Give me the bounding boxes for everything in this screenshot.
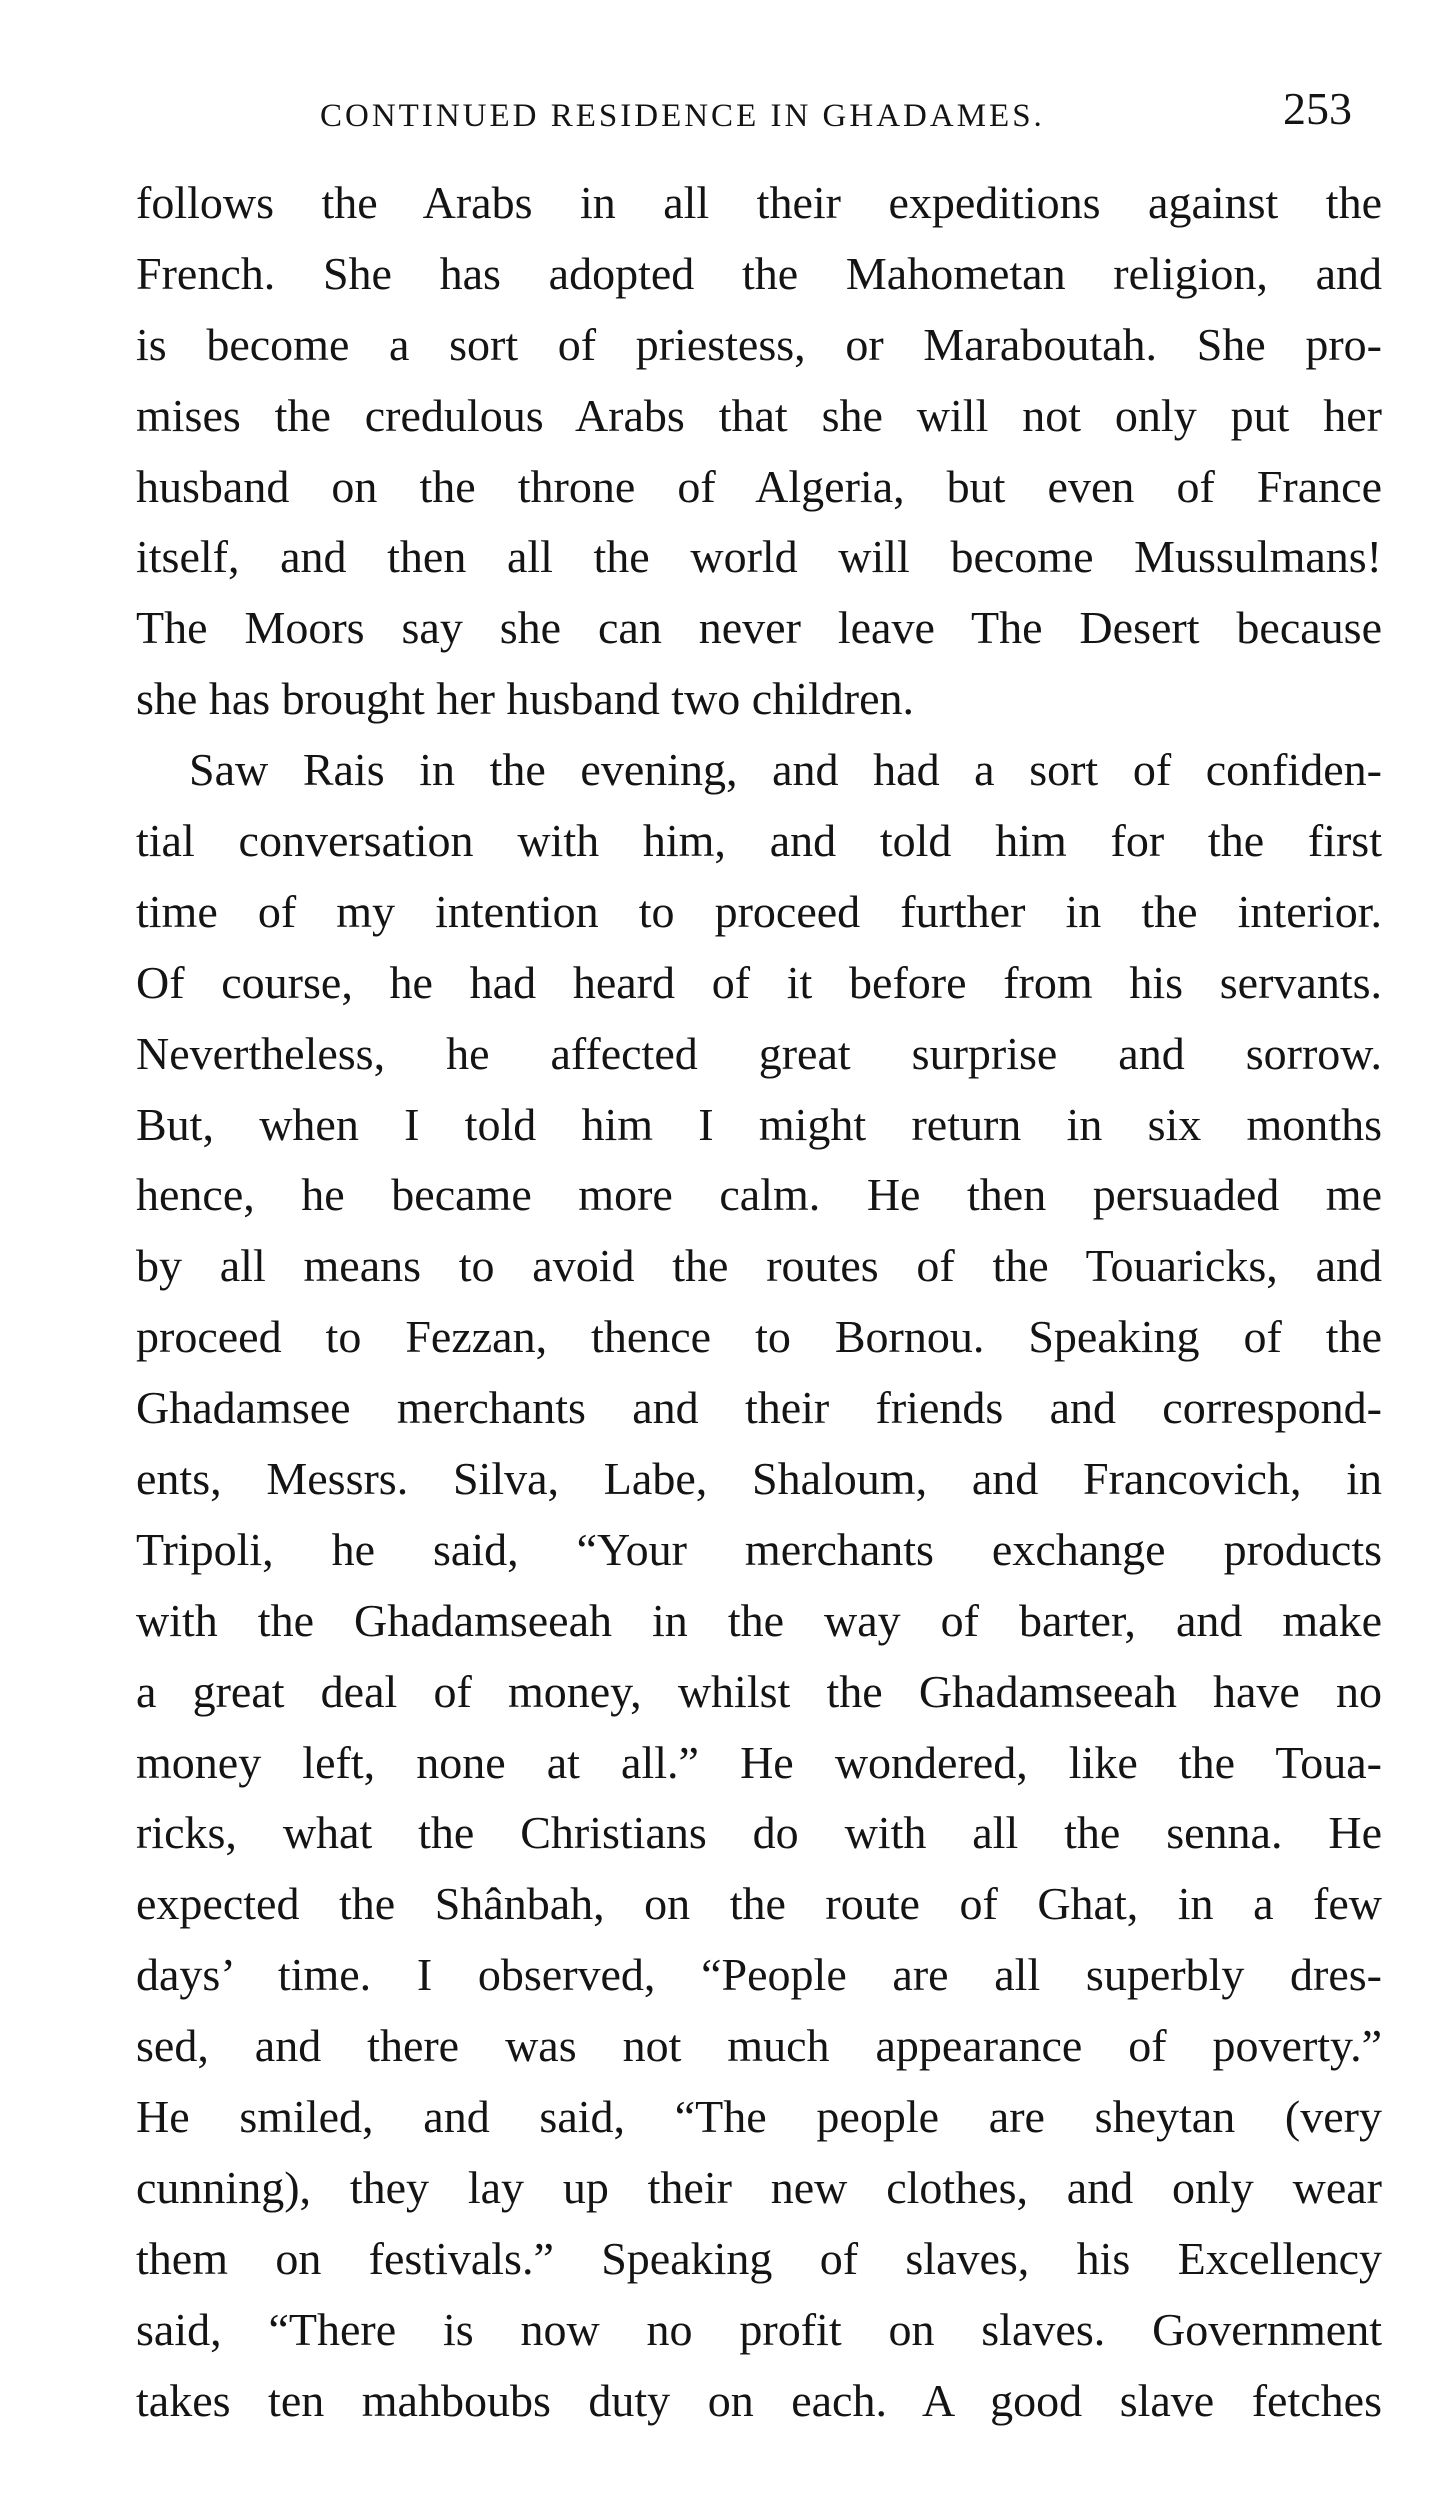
body-text (136, 168, 1382, 2437)
text-line: is become a sort of priestess, or Maraboutah. She pro- (136, 318, 1382, 370)
text-line: Of course, he had heard of it before from his servants. (136, 956, 1382, 1008)
text-line: she has brought her husband two children. (136, 673, 915, 725)
text-line: with the Ghadamseeah in the way of barter, and make (136, 1594, 1382, 1646)
text-line: time of my intention to proceed further in the interior. (136, 885, 1382, 937)
text-line: cunning), they lay up their new clothes, and only wear (136, 2161, 1382, 2213)
text-line: proceed to Fezzan, thence to Bornou. Speaking of the (136, 1311, 1382, 1363)
page-number: 253 (1283, 83, 1352, 134)
text-line: Ghadamsee merchants and their friends and correspond- (136, 1382, 1382, 1434)
text-line: follows the Arabs in all their expeditions against the (136, 177, 1382, 228)
text-line: He smiled, and said, “The people are sheytan (very (136, 2091, 1382, 2143)
running-head (0, 82, 1450, 142)
running-title: CONTINUED RESIDENCE IN GHADAMES. (320, 98, 1045, 134)
text-line: them on festivals.” Speaking of slaves, his Excellency (136, 2232, 1382, 2284)
text-line: French. She has adopted the Mahometan religion, and (136, 247, 1382, 299)
text-line: by all means to avoid the routes of the Touaricks, and (136, 1240, 1382, 1292)
text-line: itself, and then all the world will become Mussulmans! (136, 531, 1382, 583)
text-line: tial conversation with him, and told him for the first (136, 815, 1382, 867)
text-line: takes ten mahboubs duty on each. A good slave fetches (136, 2374, 1382, 2426)
text-line: Nevertheless, he affected great surprise and sorrow. (136, 1027, 1382, 1079)
text-line: ents, Messrs. Silva, Labe, Shaloum, and Francovich, in (136, 1453, 1382, 1505)
text-line: said, “There is now no profit on slaves. Government (136, 2303, 1382, 2355)
text-line: money left, none at all.” He wondered, like the Toua- (136, 1736, 1382, 1788)
text-line: ricks, what the Christians do with all the senna. He (136, 1807, 1382, 1859)
text-line: But, when I told him I might return in six months (136, 1098, 1382, 1150)
text-line: expected the Shânbah, on the route of Ghat, in a few (136, 1878, 1382, 1930)
text-line: sed, and there was not much appearance of poverty.” (136, 2020, 1382, 2072)
text-line: Tripoli, he said, “Your merchants exchange products (136, 1523, 1382, 1575)
text-line: hence, he became more calm. He then persuaded me (136, 1169, 1382, 1221)
text-line: Saw Rais in the evening, and had a sort of confiden- (189, 744, 1382, 796)
text-line: a great deal of money, whilst the Ghadamseeah have no (136, 1665, 1382, 1717)
text-line: mises the credulous Arabs that she will not only put her (136, 389, 1382, 441)
text-line: days’ time. I observed, “People are all superbly dres- (136, 1949, 1382, 2001)
text-line: husband on the throne of Algeria, but even of France (136, 460, 1382, 512)
text-line: The Moors say she can never leave The Desert because (136, 602, 1382, 654)
